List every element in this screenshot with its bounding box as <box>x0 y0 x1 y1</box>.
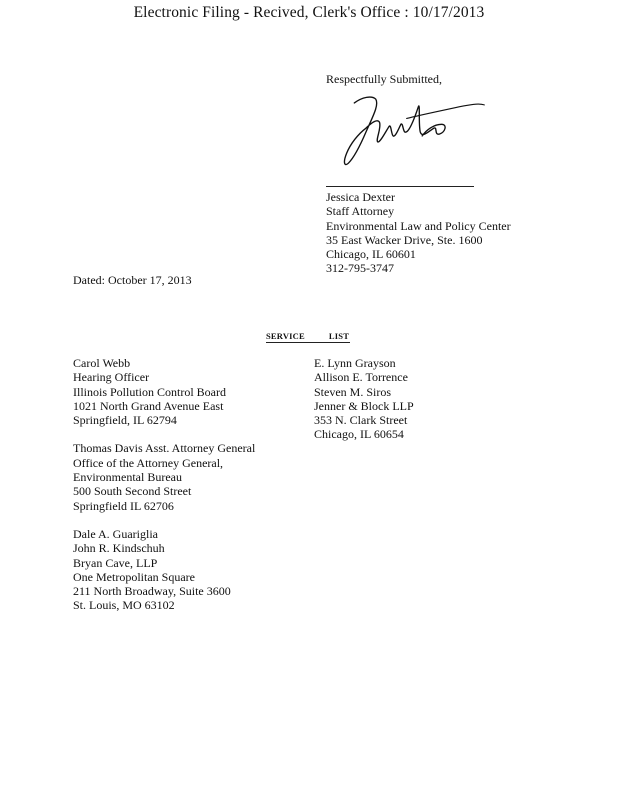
entry-line: 211 North Broadway, Suite 3600 <box>73 584 231 599</box>
service-list-title <box>266 331 350 343</box>
signer-phone: 312-795-3747 <box>326 261 394 276</box>
entry-line: Carol Webb <box>73 356 131 370</box>
entry-line: Thomas Davis Asst. Attorney General <box>73 441 256 456</box>
service-list-left-column <box>73 356 255 627</box>
entry-line: Springfield, IL 62794 <box>73 413 177 428</box>
entry-line: Hearing Officer <box>73 370 150 385</box>
signer-address: 35 East Wacker Drive, Ste. 1600 <box>326 232 483 247</box>
filing-stamp-header: Electronic Filing - Recived, Clerk's Office : 10/17/2013 <box>133 4 485 21</box>
closing-text: Respectfully Submitted, <box>326 72 442 86</box>
signer-title: Staff Attorney <box>326 204 395 219</box>
entry-line: Bryan Cave, LLP <box>73 555 158 570</box>
service-list-title-word1: SERVICE <box>266 331 305 341</box>
service-list-right-column <box>314 356 414 442</box>
signer-organization: Environmental Law and Policy Center <box>326 218 511 233</box>
service-entry <box>73 527 255 613</box>
entry-line: One Metropolitan Square <box>73 569 195 584</box>
signer-city: Chicago, IL 60601 <box>326 247 416 262</box>
entry-line: Illinois Pollution Control Board <box>73 384 227 399</box>
entry-line: 500 South Second Street <box>73 484 192 499</box>
entry-line: Springfield IL 62706 <box>73 498 174 513</box>
signature-line <box>326 186 474 187</box>
dated-line: Dated: October 17, 2013 <box>73 273 192 287</box>
handwritten-signature <box>333 88 493 178</box>
service-list-title-word2: LIST <box>328 331 350 341</box>
service-entry <box>73 356 255 427</box>
service-entry <box>314 356 414 442</box>
signer-block <box>326 190 511 276</box>
entry-line: 1021 North Grand Avenue East <box>73 398 224 413</box>
signer-name: Jessica Dexter <box>326 190 395 204</box>
entry-line: Environmental Bureau <box>73 470 182 485</box>
entry-line: St. Louis, MO 63102 <box>73 598 175 613</box>
entry-line: Office of the Attorney General, <box>73 455 224 470</box>
entry-line: Jenner & Block LLP <box>314 398 414 413</box>
entry-line: Chicago, IL 60654 <box>314 427 404 442</box>
entry-line: John R. Kindschuh <box>73 541 165 556</box>
service-entry <box>73 441 255 512</box>
entry-line: Steven M. Siros <box>314 384 392 399</box>
entry-line: E. Lynn Grayson <box>314 356 396 370</box>
entry-line: Allison E. Torrence <box>314 370 408 385</box>
entry-line: Dale A. Guariglia <box>73 526 158 541</box>
entry-line: 353 N. Clark Street <box>314 413 408 428</box>
